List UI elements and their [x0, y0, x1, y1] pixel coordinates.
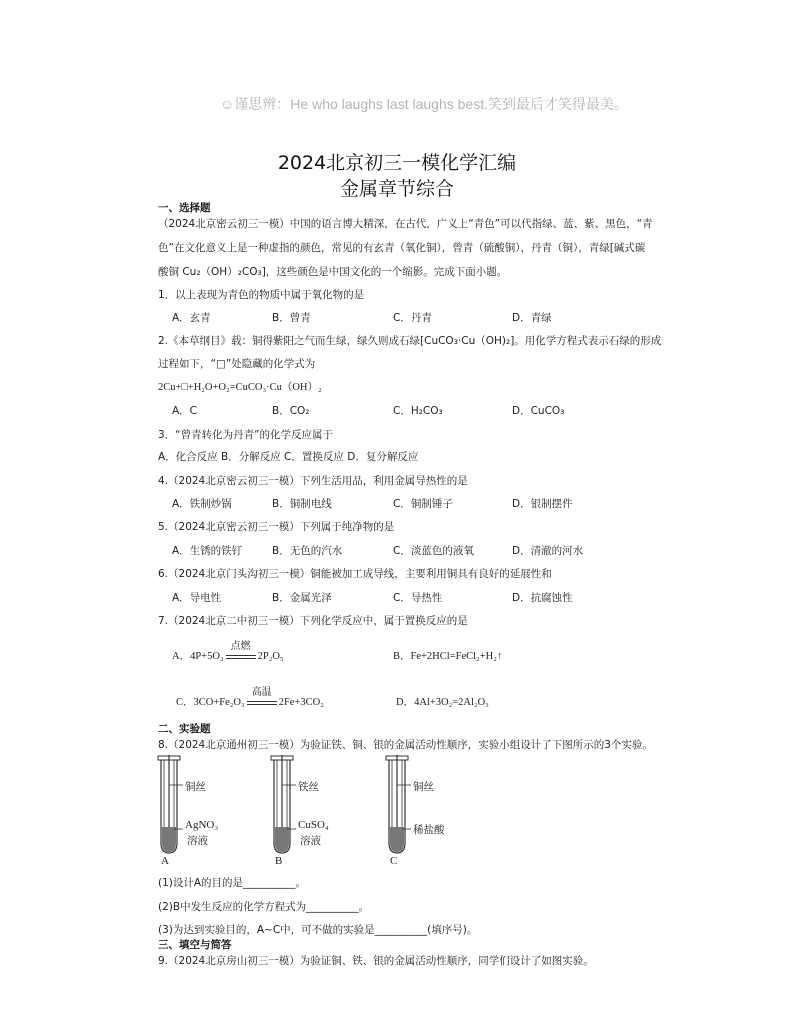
question-9-stem: 9.（2024北京房山初三一模）为验证铜、铁、银的金属活动性顺序，同学们设计了如图实验。 [158, 955, 594, 967]
q6-option-c: C．导热性 [393, 592, 443, 604]
q1-option-c: C．丹青 [393, 312, 432, 324]
tube-a-id: A [161, 855, 169, 867]
intro-line-2: 色”在文化意义上是一种虚指的颜色，常见的有玄青（氧化铜），曾青（硫酸铜），丹青（铜），青绿[碱式碳 [158, 242, 646, 254]
q7-option-d [396, 694, 489, 709]
q5-option-c: C．淡蓝色的液氧 [393, 545, 474, 557]
test-tube-diagram [150, 755, 450, 870]
tube-b-wire-label: 铁丝 [298, 781, 319, 793]
q6-option-a: A．导电性 [172, 592, 222, 604]
q7-c-right: 2Fe+3CO₂ [278, 697, 324, 708]
q4-option-b: B．铜制电线 [272, 498, 332, 510]
q1-option-d: D．青绿 [512, 312, 552, 324]
q8-sub-3: (3)为达到实验目的，A~C中，可不做的实验是__________(填序号)。 [158, 924, 478, 936]
tube-a-solution-label: AgNO₃ [185, 819, 219, 831]
q7-b-label: B． [393, 651, 411, 662]
q8-sub-1: (1)设计A的目的是__________。 [158, 877, 307, 889]
question-5-stem: 5.（2024北京密云初三一模）下列属于纯净物的是 [158, 521, 395, 533]
tube-b-solution-label-2: 溶液 [300, 835, 321, 847]
tube-c-wire-label: 铜丝 [413, 781, 434, 793]
question-3-stem: 3．“曾青转化为丹青”的化学反应属于 [158, 429, 334, 441]
q4-option-d: D．银制摆件 [512, 498, 573, 510]
q1-option-a: A．玄青 [172, 312, 211, 324]
q7-option-a [172, 641, 284, 663]
q7-c-left: 3CO+Fe₂O₃ [193, 697, 245, 708]
intro-line-1: （2024北京密云初三一模）中国的语言博大精深，在古代，广义上“青色”可以代指绿、蓝、紫、黑色，“青 [158, 218, 653, 230]
q7-b-text: Fe+2HCl=FeCl₂+H₂↑ [410, 651, 503, 662]
tube-c-solution-label: 稀盐酸 [413, 824, 445, 836]
q5-option-b: B．无色的汽水 [272, 545, 343, 557]
q7-c-arrow [245, 687, 279, 708]
question-4-stem: 4.（2024北京密云初三一模）下列生活用品，利用金属导热性的是 [158, 475, 468, 487]
test-tube-a [158, 755, 183, 853]
question-2-stem-2: 过程如下，“□”处隐藏的化学式为 [158, 358, 316, 370]
question-6-stem: 6.（2024北京门头沟初三一模）铜能被加工成导线，主要利用铜具有良好的延展性和 [158, 568, 552, 580]
q2-option-b: B．CO₂ [272, 405, 310, 417]
q6-option-b: B．金属光泽 [272, 592, 332, 604]
q7-a-label: A． [172, 651, 191, 662]
q7-c-condition: 高温 [251, 687, 272, 698]
tube-a-wire-label: 铜丝 [185, 781, 206, 793]
section-heading-experiment: 二、实验题 [158, 723, 211, 735]
tube-c-id: C [390, 855, 398, 867]
q7-d-label: D． [396, 697, 415, 708]
q6-option-d: D．抗腐蚀性 [512, 592, 573, 604]
section-heading-choice: 一、选择题 [158, 202, 211, 214]
q5-option-a: A．生锈的铁钉 [172, 545, 243, 557]
page-subtitle: 金属章节综合 [339, 178, 454, 200]
question-8-stem: 8.（2024北京通州初三一模）为验证铁、铜、银的金属活动性顺序，实验小组设计了下图所示的3个实验。 [158, 739, 653, 751]
test-tube-c [386, 755, 411, 853]
q7-option-c [176, 687, 324, 709]
q4-option-a: A．铁制炒锅 [172, 498, 232, 510]
intro-line-3: 酸铜 Cu₂（OH）₂CO₃]，这些颜色是中国文化的一个缩影。完成下面小题。 [158, 266, 508, 278]
q7-c-label: C． [176, 697, 194, 708]
test-tube-b [271, 755, 296, 853]
q1-option-b: B．曾青 [272, 312, 311, 324]
q8-sub-2: (2)B中发生反应的化学方程式为__________。 [158, 901, 370, 913]
q7-a-arrow [224, 641, 258, 662]
q7-a-right: 2P₂O₅ [257, 651, 284, 662]
question-1-stem: 1．以上表现为青色的物质中属于氧化物的是 [158, 289, 365, 301]
question-2-stem-1: 2.《本草纲目》载：铜得紫阳之气而生绿，绿久则成石绿[CuCO₃·Cu（OH)₂]。用化学方程式表示石绿的形成 [158, 335, 662, 347]
q7-a-condition: 点燃 [230, 641, 251, 652]
q7-d-text: 4Al+3O₂=2Al₂O₃ [414, 697, 489, 708]
question-7-stem: 7.（2024北京二中初三一模）下列化学反应中，属于置换反应的是 [158, 615, 468, 627]
tube-b-solution-label: CuSO₄ [298, 819, 329, 831]
q7-option-b [393, 648, 502, 663]
q7-a-left: 4P+5O₂ [190, 651, 224, 662]
q3-options: A．化合反应 B．分解反应 C．置换反应 D．复分解反应 [158, 451, 419, 463]
tube-b-id: B [275, 855, 283, 867]
watermark: ☺谨思辨：He who laughs last laughs best.笑到最后才笑得最美。 [220, 96, 628, 112]
q5-option-d: D．清澈的河水 [512, 545, 584, 557]
page-title: 2024北京初三一模化学汇编 [277, 152, 517, 174]
question-2-equation: 2Cu+□+H₂O+O₂=CuCO₃·Cu（OH）₂ [158, 382, 322, 393]
q2-option-c: C．H₂CO₃ [393, 405, 443, 417]
section-heading-fill: 三、填空与简答 [158, 939, 232, 951]
tube-a-solution-label-2: 溶液 [187, 835, 208, 847]
q4-option-c: C．铜制锤子 [393, 498, 453, 510]
q2-option-a: A．C [172, 405, 198, 417]
q2-option-d: D．CuCO₃ [512, 405, 565, 417]
